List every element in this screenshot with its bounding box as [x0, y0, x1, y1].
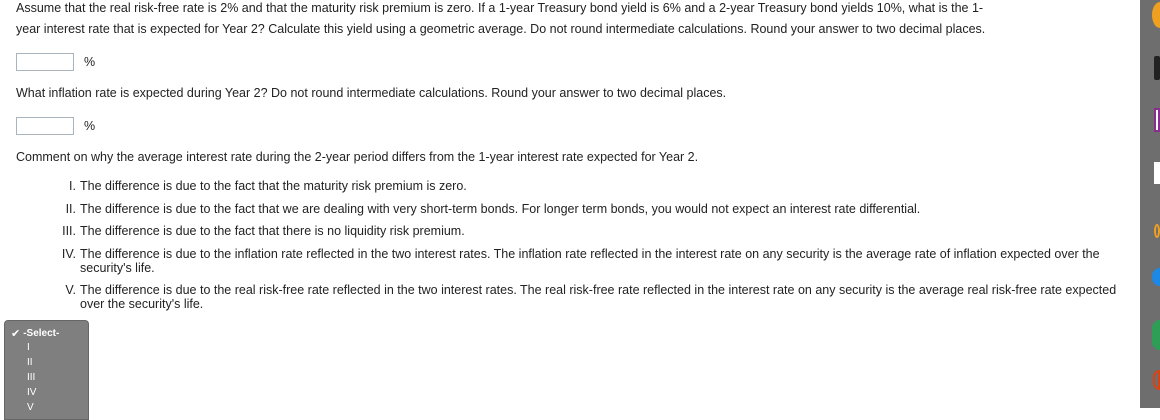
- answer-select-dropdown[interactable]: [4, 320, 89, 420]
- right-sidebar-strip: [1140, 0, 1160, 408]
- option-item: [40, 179, 1125, 193]
- purple-box-icon: [1154, 108, 1160, 132]
- option-text: The difference is due to the fact that the maturity risk premium is zero.: [80, 179, 467, 193]
- option-number: III.: [62, 224, 76, 238]
- option-item: [40, 224, 1125, 238]
- dropdown-option-i[interactable]: I: [27, 342, 30, 353]
- checkmark-icon: ✔: [11, 328, 21, 340]
- inflation-prompt: What inflation rate is expected during Year 2? Do not round intermediate calculations. Round your answer to two decimal places.: [16, 86, 727, 100]
- dropdown-option-iv[interactable]: IV: [27, 387, 37, 398]
- dropdown-selected-label: -Select-: [23, 328, 60, 339]
- question-intro-line1: Assume that the real risk-free rate is 2% and that the maturity risk premium is zero. If a 1-year Treasury bond yield is 6% and a 2-year Treasury bond yields 10%, what is the 1-: [16, 1, 984, 15]
- answer1-unit: %: [84, 55, 96, 69]
- option-item: [40, 202, 1125, 216]
- blue-shape-icon: [1152, 268, 1160, 286]
- dropdown-option-ii[interactable]: II: [27, 357, 33, 368]
- question-intro: [16, 0, 1116, 40]
- question-intro-line2: year interest rate that is expected for Year 2? Calculate this yield using a geometric average. Do not round intermediate calculations. Round your answer to two decimal places.: [16, 22, 986, 36]
- orange-ring-icon: [1154, 224, 1160, 238]
- dark-bar-icon: [1154, 56, 1160, 80]
- option-number: II.: [65, 202, 76, 216]
- option-text: The difference is due to the real risk-free rate reflected in the two interest rates. The real risk-free rate reflected in the interest rate on any security is the average real risk-free rate expected over the security's life.: [80, 283, 1117, 311]
- answer1-row: [16, 52, 95, 72]
- dropdown-selected-option[interactable]: [11, 327, 59, 340]
- answer2-input[interactable]: [16, 117, 74, 135]
- option-number: V.: [65, 283, 76, 297]
- answer2-unit: %: [84, 119, 96, 133]
- option-text: The difference is due to the fact that there is no liquidity risk premium.: [80, 224, 465, 238]
- option-number: I.: [69, 179, 76, 193]
- option-item: [40, 283, 1125, 311]
- answer2-row: [16, 116, 95, 136]
- red-ring-icon: [1153, 370, 1160, 390]
- answer1-input[interactable]: [16, 53, 74, 71]
- orange-circle-icon: [1152, 2, 1160, 28]
- comment-prompt: Comment on why the average interest rate during the 2-year period differs from the 1-year interest rate expected for Year 2.: [16, 150, 699, 164]
- option-text: The difference is due to the inflation rate reflected in the two interest rates. The inflation rate reflected in the interest rate on any security is the average rate of inflation expected over the security's life.: [80, 247, 1100, 275]
- green-shape-icon: [1152, 320, 1160, 350]
- dropdown-option-iii[interactable]: III: [27, 372, 36, 383]
- white-box-icon: [1154, 162, 1160, 184]
- dropdown-option-v[interactable]: V: [27, 402, 34, 413]
- option-text: The difference is due to the fact that we are dealing with very short-term bonds. For longer term bonds, you would not expect an interest rate differential.: [80, 202, 921, 216]
- option-item: [40, 247, 1125, 275]
- option-number: IV.: [61, 247, 76, 261]
